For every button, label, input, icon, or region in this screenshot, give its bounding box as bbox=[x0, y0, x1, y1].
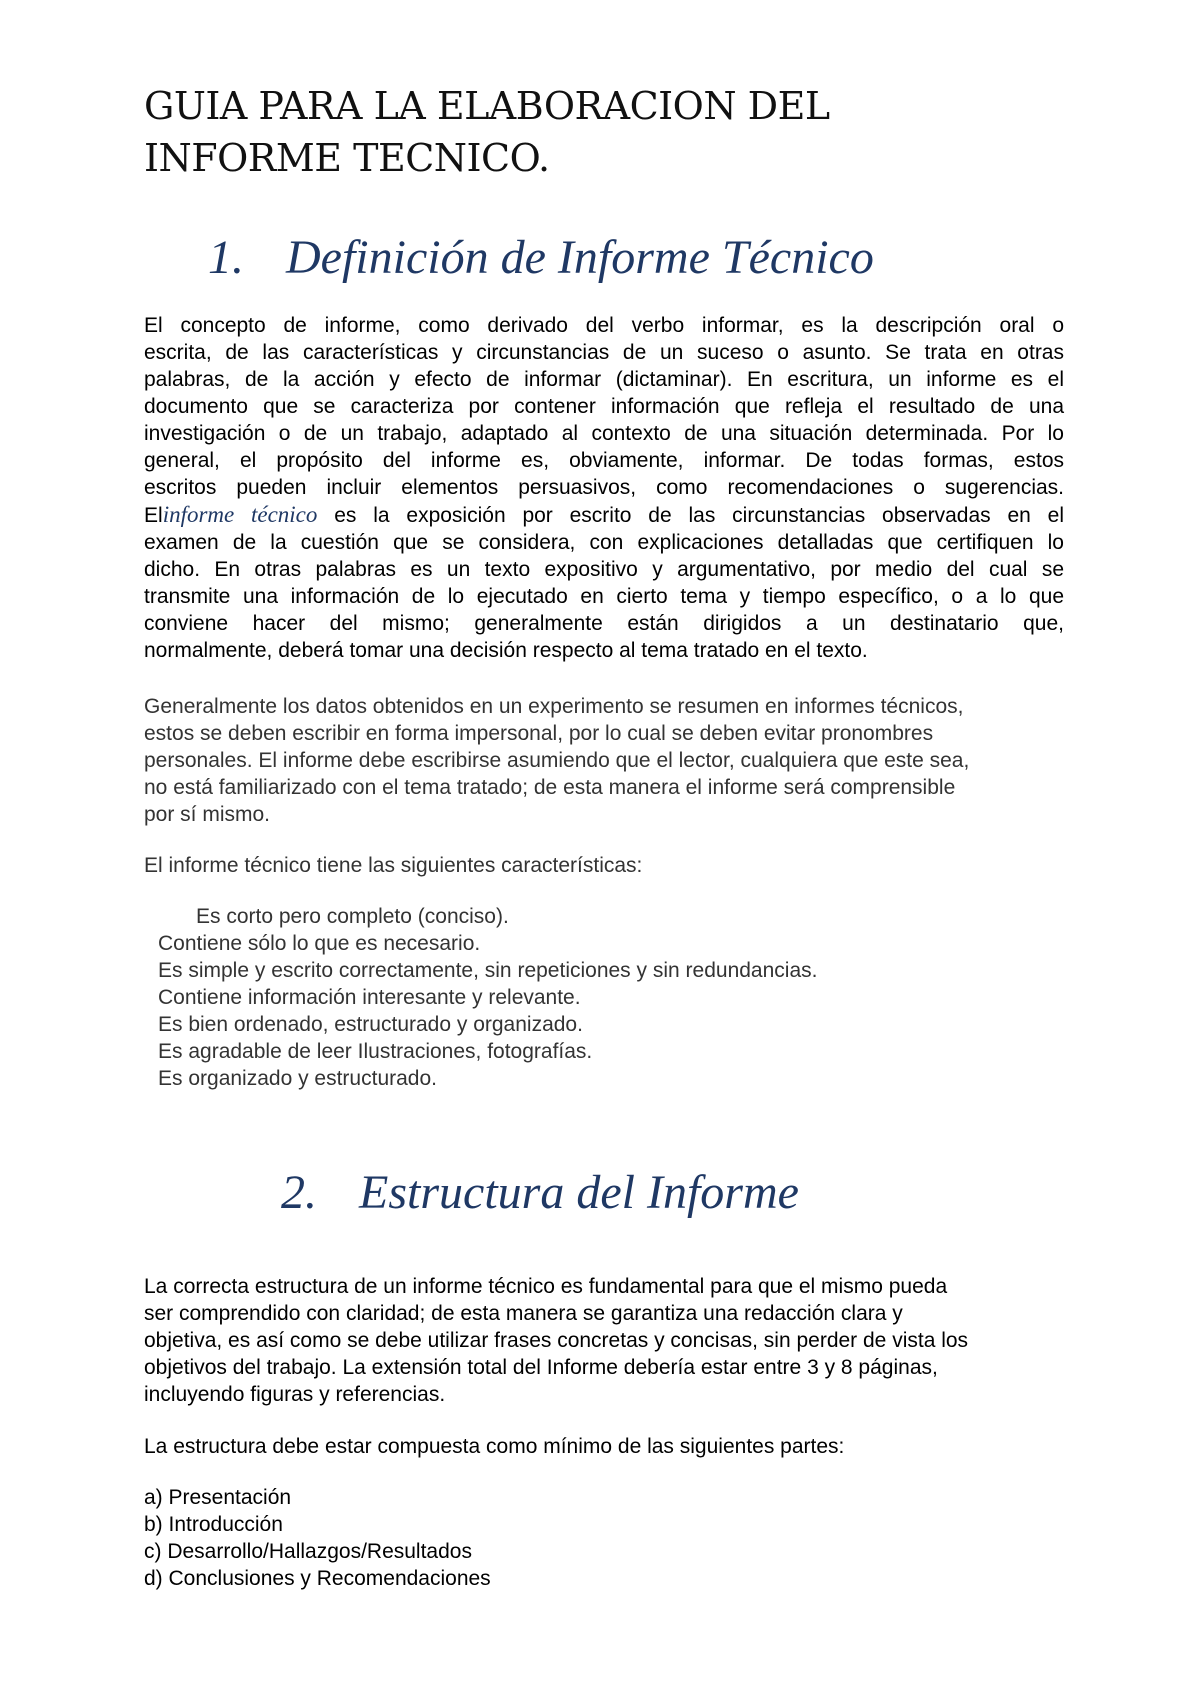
structure-part: a) Presentación bbox=[144, 1486, 292, 1509]
structure-parts-list bbox=[144, 1484, 1064, 1592]
paragraph-line: general, el propósito del informe es, obviamente, informar. De todas formas, estos bbox=[144, 449, 1064, 472]
paragraph-line-with-emphasis bbox=[144, 501, 1064, 529]
section-1-paragraph-1 bbox=[144, 312, 1064, 664]
characteristics-item bbox=[144, 1038, 1064, 1065]
paragraph-line: objetiva, es así como se debe utilizar frases concretas y concisas, sin perder de vista los bbox=[144, 1329, 969, 1352]
document-title-line-1: GUIA PARA LA ELABORACION DEL bbox=[144, 84, 830, 128]
section-2-title: Estructura del Informe bbox=[359, 1166, 799, 1219]
section-1-title: Definición de Informe Técnico bbox=[286, 231, 874, 284]
paragraph-line: transmite una información de lo ejecutado en cierto tema y tiempo específico, o a lo que bbox=[144, 585, 1064, 608]
paragraph-line: por sí mismo. bbox=[144, 803, 271, 826]
characteristics-item-text: Es simple y escrito correctamente, sin repeticiones y sin redundancias. bbox=[158, 959, 818, 982]
paragraph-line: Generalmente los datos obtenidos en un experimento se resumen en informes técnicos, bbox=[144, 695, 964, 718]
paragraph-line: El concepto de informe, como derivado del verbo informar, es la descripción oral o bbox=[144, 314, 1064, 337]
characteristics-item bbox=[144, 1011, 1064, 1038]
characteristics-item bbox=[144, 930, 1064, 957]
paragraph-line: escrita, de las características y circunstancias de un suceso o asunto. Se trata en otras bbox=[144, 341, 1064, 364]
section-1-number: 1. bbox=[208, 231, 244, 284]
paragraph-line: conviene hacer del mismo; generalmente están dirigidos a un destinatario que, bbox=[144, 612, 1064, 635]
section-2-paragraph-1 bbox=[144, 1273, 1064, 1408]
paragraph-line: estos se deben escribir en forma impersonal, por lo cual se deben evitar pronombres bbox=[144, 722, 934, 745]
paragraph-line: dicho. En otras palabras es un texto expositivo y argumentativo, por medio del cual se bbox=[144, 558, 1064, 581]
characteristics-intro: El informe técnico tiene las siguientes características: bbox=[144, 854, 643, 877]
emphasized-term: informe técnico bbox=[162, 502, 318, 527]
structure-parts-intro: La estructura debe estar compuesta como mínimo de las siguientes partes: bbox=[144, 1435, 845, 1458]
characteristics-item-text: Contiene información interesante y relevante. bbox=[158, 986, 581, 1009]
paragraph-line: objetivos del trabajo. La extensión total del Informe debería estar entre 3 y 8 páginas, bbox=[144, 1356, 938, 1379]
structure-part: b) Introducción bbox=[144, 1513, 283, 1536]
paragraph-line: escritos pueden incluir elementos persuasivos, como recomendaciones o sugerencias. bbox=[144, 476, 1064, 499]
paragraph-line: investigación o de un trabajo, adaptado al contexto de una situación determinada. Por lo bbox=[144, 422, 1064, 445]
paragraph-line: palabras, de la acción y efecto de informar (dictaminar). En escritura, un informe es el bbox=[144, 368, 1064, 391]
paragraph-line-rest: es la exposición por escrito de las circunstancias observadas en el bbox=[317, 504, 1064, 527]
paragraph-line: ser comprendido con claridad; de esta manera se garantiza una redacción clara y bbox=[144, 1302, 903, 1325]
paragraph-line: incluyendo figuras y referencias. bbox=[144, 1383, 446, 1406]
section-1-paragraph-2 bbox=[144, 693, 1064, 828]
section-2-heading bbox=[0, 1163, 1200, 1223]
characteristics-item bbox=[144, 1065, 1064, 1092]
characteristics-item-text: Es agradable de leer Ilustraciones, fotografías. bbox=[158, 1040, 593, 1063]
paragraph-line: La correcta estructura de un informe técnico es fundamental para que el mismo pueda bbox=[144, 1275, 948, 1298]
paragraph-line: personales. El informe debe escribirse asumiendo que el lector, cualquiera que este sea, bbox=[144, 749, 970, 772]
section-1-heading bbox=[0, 228, 1200, 288]
paragraph-line: no está familiarizado con el tema tratado; de esta manera el informe será comprensible bbox=[144, 776, 956, 799]
structure-part: d) Conclusiones y Recomendaciones bbox=[144, 1567, 491, 1590]
section-2-number: 2. bbox=[281, 1166, 317, 1219]
structure-part: c) Desarrollo/Hallazgos/Resultados bbox=[144, 1540, 472, 1563]
characteristics-item-text: Es bien ordenado, estructurado y organizado. bbox=[158, 1013, 583, 1036]
paragraph-line: documento que se caracteriza por contener información que refleja el resultado de una bbox=[144, 395, 1064, 418]
paragraph-line: examen de la cuestión que se considera, con explicaciones detalladas que certifiquen lo bbox=[144, 531, 1064, 554]
document-title bbox=[144, 80, 1104, 184]
characteristics-item: Es corto pero completo (conciso). bbox=[196, 905, 509, 928]
characteristics-item bbox=[144, 957, 1064, 984]
el-word: El bbox=[144, 504, 163, 527]
characteristics-item-text: Es organizado y estructurado. bbox=[158, 1067, 437, 1090]
characteristics-item bbox=[144, 984, 1064, 1011]
document-title-line-2: INFORME TECNICO. bbox=[144, 136, 550, 180]
characteristics-list bbox=[144, 903, 1064, 1092]
characteristics-item-text: Contiene sólo lo que es necesario. bbox=[158, 932, 481, 955]
paragraph-line: normalmente, deberá tomar una decisión respecto al tema tratado en el texto. bbox=[144, 639, 868, 662]
